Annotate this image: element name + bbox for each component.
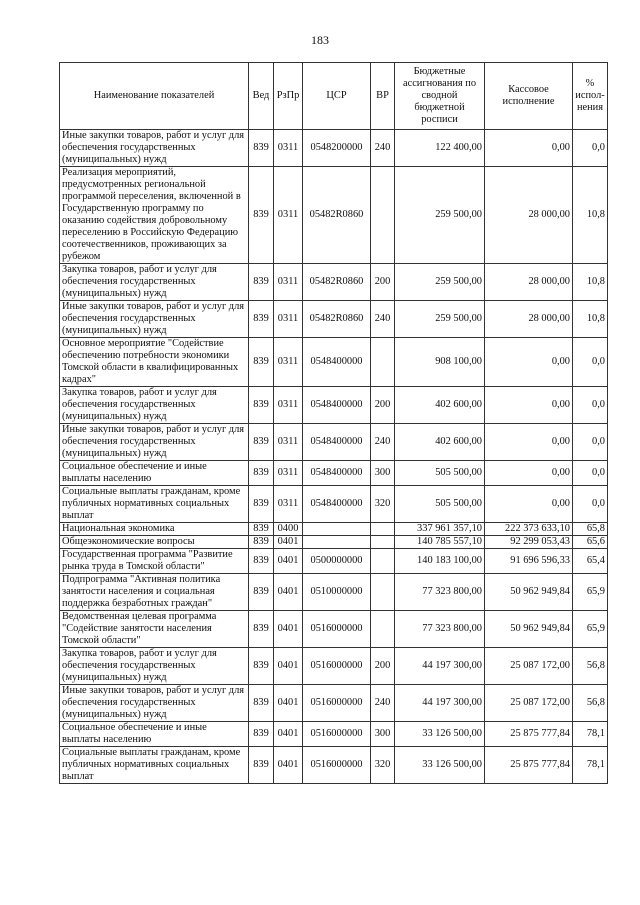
cell-ved: 839 — [249, 486, 274, 523]
cell-pct: 78,1 — [573, 747, 608, 784]
cell-name: Реализация мероприятий, предусмотренных региональной программой переселения, включенной в Государственную программу по оказанию содействия добровольному переселению в Российскую Федерацию соотечественников, проживающих за рубежом — [60, 167, 249, 264]
cell-csr: 0548200000 — [303, 130, 371, 167]
cell-budget: 33 126 500,00 — [395, 747, 485, 784]
cell-rzpr: 0400 — [274, 523, 303, 536]
cell-ved: 839 — [249, 424, 274, 461]
cell-budget: 259 500,00 — [395, 264, 485, 301]
cell-ved: 839 — [249, 536, 274, 549]
header-csr: ЦСР — [303, 63, 371, 130]
table-row — [60, 387, 608, 424]
cell-cash: 25 087 172,00 — [485, 685, 573, 722]
cell-pct: 65,9 — [573, 574, 608, 611]
cell-ved: 839 — [249, 549, 274, 574]
cell-pct: 56,8 — [573, 685, 608, 722]
cell-csr: 0548400000 — [303, 461, 371, 486]
cell-budget: 140 183 100,00 — [395, 549, 485, 574]
cell-vr: 300 — [371, 461, 395, 486]
table-row — [60, 301, 608, 338]
cell-csr: 0516000000 — [303, 685, 371, 722]
cell-rzpr: 0401 — [274, 685, 303, 722]
cell-rzpr: 0311 — [274, 424, 303, 461]
cell-ved: 839 — [249, 301, 274, 338]
cell-csr — [303, 523, 371, 536]
table-row — [60, 486, 608, 523]
cell-cash: 25 875 777,84 — [485, 747, 573, 784]
cell-rzpr: 0311 — [274, 338, 303, 387]
cell-name: Закупка товаров, работ и услуг для обеспечения государственных (муниципальных) нужд — [60, 387, 249, 424]
cell-pct: 0,0 — [573, 461, 608, 486]
cell-pct: 10,8 — [573, 167, 608, 264]
cell-csr: 0510000000 — [303, 574, 371, 611]
cell-ved: 839 — [249, 523, 274, 536]
cell-vr: 200 — [371, 648, 395, 685]
table-body — [60, 130, 608, 784]
table-row — [60, 130, 608, 167]
cell-vr — [371, 549, 395, 574]
cell-rzpr: 0311 — [274, 130, 303, 167]
cell-budget: 908 100,00 — [395, 338, 485, 387]
cell-cash: 222 373 633,10 — [485, 523, 573, 536]
cell-rzpr: 0311 — [274, 387, 303, 424]
cell-vr — [371, 611, 395, 648]
cell-pct: 56,8 — [573, 648, 608, 685]
cell-rzpr: 0311 — [274, 461, 303, 486]
cell-vr — [371, 574, 395, 611]
cell-ved: 839 — [249, 130, 274, 167]
cell-name: Иные закупки товаров, работ и услуг для обеспечения государственных (муниципальных) нужд — [60, 301, 249, 338]
cell-pct: 65,6 — [573, 536, 608, 549]
cell-csr: 05482R0860 — [303, 167, 371, 264]
cell-name: Иные закупки товаров, работ и услуг для обеспечения государственных (муниципальных) нужд — [60, 130, 249, 167]
cell-name: Социальное обеспечение и иные выплаты населению — [60, 461, 249, 486]
cell-pct: 65,8 — [573, 523, 608, 536]
cell-csr: 05482R0860 — [303, 264, 371, 301]
cell-ved: 839 — [249, 338, 274, 387]
cell-cash: 0,00 — [485, 338, 573, 387]
cell-cash: 92 299 053,43 — [485, 536, 573, 549]
cell-cash: 28 000,00 — [485, 301, 573, 338]
cell-vr: 240 — [371, 685, 395, 722]
cell-budget: 505 500,00 — [395, 461, 485, 486]
cell-budget: 140 785 557,10 — [395, 536, 485, 549]
cell-budget: 122 400,00 — [395, 130, 485, 167]
cell-name: Государственная программа "Развитие рынка труда в Томской области" — [60, 549, 249, 574]
table-row — [60, 722, 608, 747]
cell-cash: 25 087 172,00 — [485, 648, 573, 685]
budget-table — [59, 62, 608, 784]
cell-cash: 0,00 — [485, 486, 573, 523]
cell-rzpr: 0401 — [274, 549, 303, 574]
cell-budget: 77 323 800,00 — [395, 574, 485, 611]
cell-pct: 65,9 — [573, 611, 608, 648]
cell-ved: 839 — [249, 747, 274, 784]
cell-budget: 402 600,00 — [395, 424, 485, 461]
table-row — [60, 523, 608, 536]
table-row — [60, 536, 608, 549]
cell-budget: 505 500,00 — [395, 486, 485, 523]
cell-name: Общеэкономические вопросы — [60, 536, 249, 549]
cell-csr: 0516000000 — [303, 747, 371, 784]
cell-budget: 33 126 500,00 — [395, 722, 485, 747]
table-row — [60, 611, 608, 648]
cell-vr: 240 — [371, 130, 395, 167]
cell-vr: 200 — [371, 264, 395, 301]
cell-budget: 259 500,00 — [395, 301, 485, 338]
cell-rzpr: 0311 — [274, 264, 303, 301]
table-row — [60, 167, 608, 264]
header-budget: Бюджетные ассигнования по сводной бюджетной росписи — [395, 63, 485, 130]
cell-rzpr: 0401 — [274, 574, 303, 611]
cell-vr: 200 — [371, 387, 395, 424]
cell-pct: 0,0 — [573, 486, 608, 523]
cell-csr: 0548400000 — [303, 424, 371, 461]
cell-name: Закупка товаров, работ и услуг для обеспечения государственных (муниципальных) нужд — [60, 648, 249, 685]
cell-rzpr: 0311 — [274, 167, 303, 264]
cell-csr — [303, 536, 371, 549]
cell-cash: 28 000,00 — [485, 264, 573, 301]
cell-budget: 44 197 300,00 — [395, 648, 485, 685]
cell-rzpr: 0401 — [274, 536, 303, 549]
table-header-row — [60, 63, 608, 130]
cell-name: Иные закупки товаров, работ и услуг для обеспечения государственных (муниципальных) нужд — [60, 685, 249, 722]
table-row — [60, 549, 608, 574]
cell-name: Ведомственная целевая программа "Содействие занятости населения Томской области" — [60, 611, 249, 648]
cell-csr: 0500000000 — [303, 549, 371, 574]
cell-budget: 402 600,00 — [395, 387, 485, 424]
cell-cash: 91 696 596,33 — [485, 549, 573, 574]
cell-vr — [371, 536, 395, 549]
cell-pct: 0,0 — [573, 424, 608, 461]
cell-budget: 337 961 357,10 — [395, 523, 485, 536]
cell-vr: 320 — [371, 486, 395, 523]
cell-cash: 0,00 — [485, 387, 573, 424]
table-row — [60, 574, 608, 611]
page-number: 183 — [311, 33, 329, 47]
cell-ved: 839 — [249, 461, 274, 486]
header-pct: % испол-нения — [573, 63, 608, 130]
header-rzpr: РзПр — [274, 63, 303, 130]
cell-csr: 0548400000 — [303, 387, 371, 424]
cell-cash: 25 875 777,84 — [485, 722, 573, 747]
cell-cash: 28 000,00 — [485, 167, 573, 264]
cell-rzpr: 0311 — [274, 301, 303, 338]
header-ved: Вед — [249, 63, 274, 130]
cell-budget: 77 323 800,00 — [395, 611, 485, 648]
table-row — [60, 685, 608, 722]
cell-name: Социальные выплаты гражданам, кроме публичных нормативных социальных выплат — [60, 486, 249, 523]
cell-budget: 259 500,00 — [395, 167, 485, 264]
cell-cash: 50 962 949,84 — [485, 574, 573, 611]
cell-pct: 65,4 — [573, 549, 608, 574]
cell-name: Основное мероприятие "Содействие обеспечению потребности экономики Томской области в квалифицированных кадрах" — [60, 338, 249, 387]
table-row — [60, 338, 608, 387]
cell-csr: 0516000000 — [303, 648, 371, 685]
cell-pct: 0,0 — [573, 387, 608, 424]
cell-name: Социальные выплаты гражданам, кроме публичных нормативных социальных выплат — [60, 747, 249, 784]
cell-rzpr: 0401 — [274, 648, 303, 685]
cell-name: Иные закупки товаров, работ и услуг для обеспечения государственных (муниципальных) нужд — [60, 424, 249, 461]
cell-vr: 320 — [371, 747, 395, 784]
cell-vr — [371, 338, 395, 387]
cell-cash: 50 962 949,84 — [485, 611, 573, 648]
cell-pct: 10,8 — [573, 264, 608, 301]
cell-vr — [371, 167, 395, 264]
cell-ved: 839 — [249, 574, 274, 611]
cell-ved: 839 — [249, 611, 274, 648]
cell-vr: 240 — [371, 301, 395, 338]
cell-csr: 0548400000 — [303, 338, 371, 387]
cell-vr: 240 — [371, 424, 395, 461]
table-row — [60, 648, 608, 685]
cell-cash: 0,00 — [485, 461, 573, 486]
cell-csr: 0548400000 — [303, 486, 371, 523]
cell-rzpr: 0311 — [274, 486, 303, 523]
cell-rzpr: 0401 — [274, 722, 303, 747]
header-vr: ВР — [371, 63, 395, 130]
cell-csr: 0516000000 — [303, 611, 371, 648]
cell-rzpr: 0401 — [274, 611, 303, 648]
cell-pct: 78,1 — [573, 722, 608, 747]
header-cash: Кассовое исполнение — [485, 63, 573, 130]
cell-rzpr: 0401 — [274, 747, 303, 784]
cell-vr — [371, 523, 395, 536]
cell-csr: 0516000000 — [303, 722, 371, 747]
cell-pct: 10,8 — [573, 301, 608, 338]
cell-budget: 44 197 300,00 — [395, 685, 485, 722]
cell-pct: 0,0 — [573, 338, 608, 387]
cell-ved: 839 — [249, 685, 274, 722]
table-row — [60, 424, 608, 461]
cell-vr: 300 — [371, 722, 395, 747]
cell-name: Национальная экономика — [60, 523, 249, 536]
cell-pct: 0,0 — [573, 130, 608, 167]
header-name: Наименование показателей — [60, 63, 249, 130]
cell-ved: 839 — [249, 167, 274, 264]
cell-ved: 839 — [249, 264, 274, 301]
cell-cash: 0,00 — [485, 130, 573, 167]
table-row — [60, 264, 608, 301]
cell-ved: 839 — [249, 722, 274, 747]
cell-cash: 0,00 — [485, 424, 573, 461]
cell-csr: 05482R0860 — [303, 301, 371, 338]
cell-ved: 839 — [249, 648, 274, 685]
table-row — [60, 747, 608, 784]
table-row — [60, 461, 608, 486]
cell-name: Закупка товаров, работ и услуг для обеспечения государственных (муниципальных) нужд — [60, 264, 249, 301]
cell-name: Социальное обеспечение и иные выплаты населению — [60, 722, 249, 747]
cell-name: Подпрограмма "Активная политика занятости населения и социальная поддержка безработных граждан" — [60, 574, 249, 611]
cell-ved: 839 — [249, 387, 274, 424]
